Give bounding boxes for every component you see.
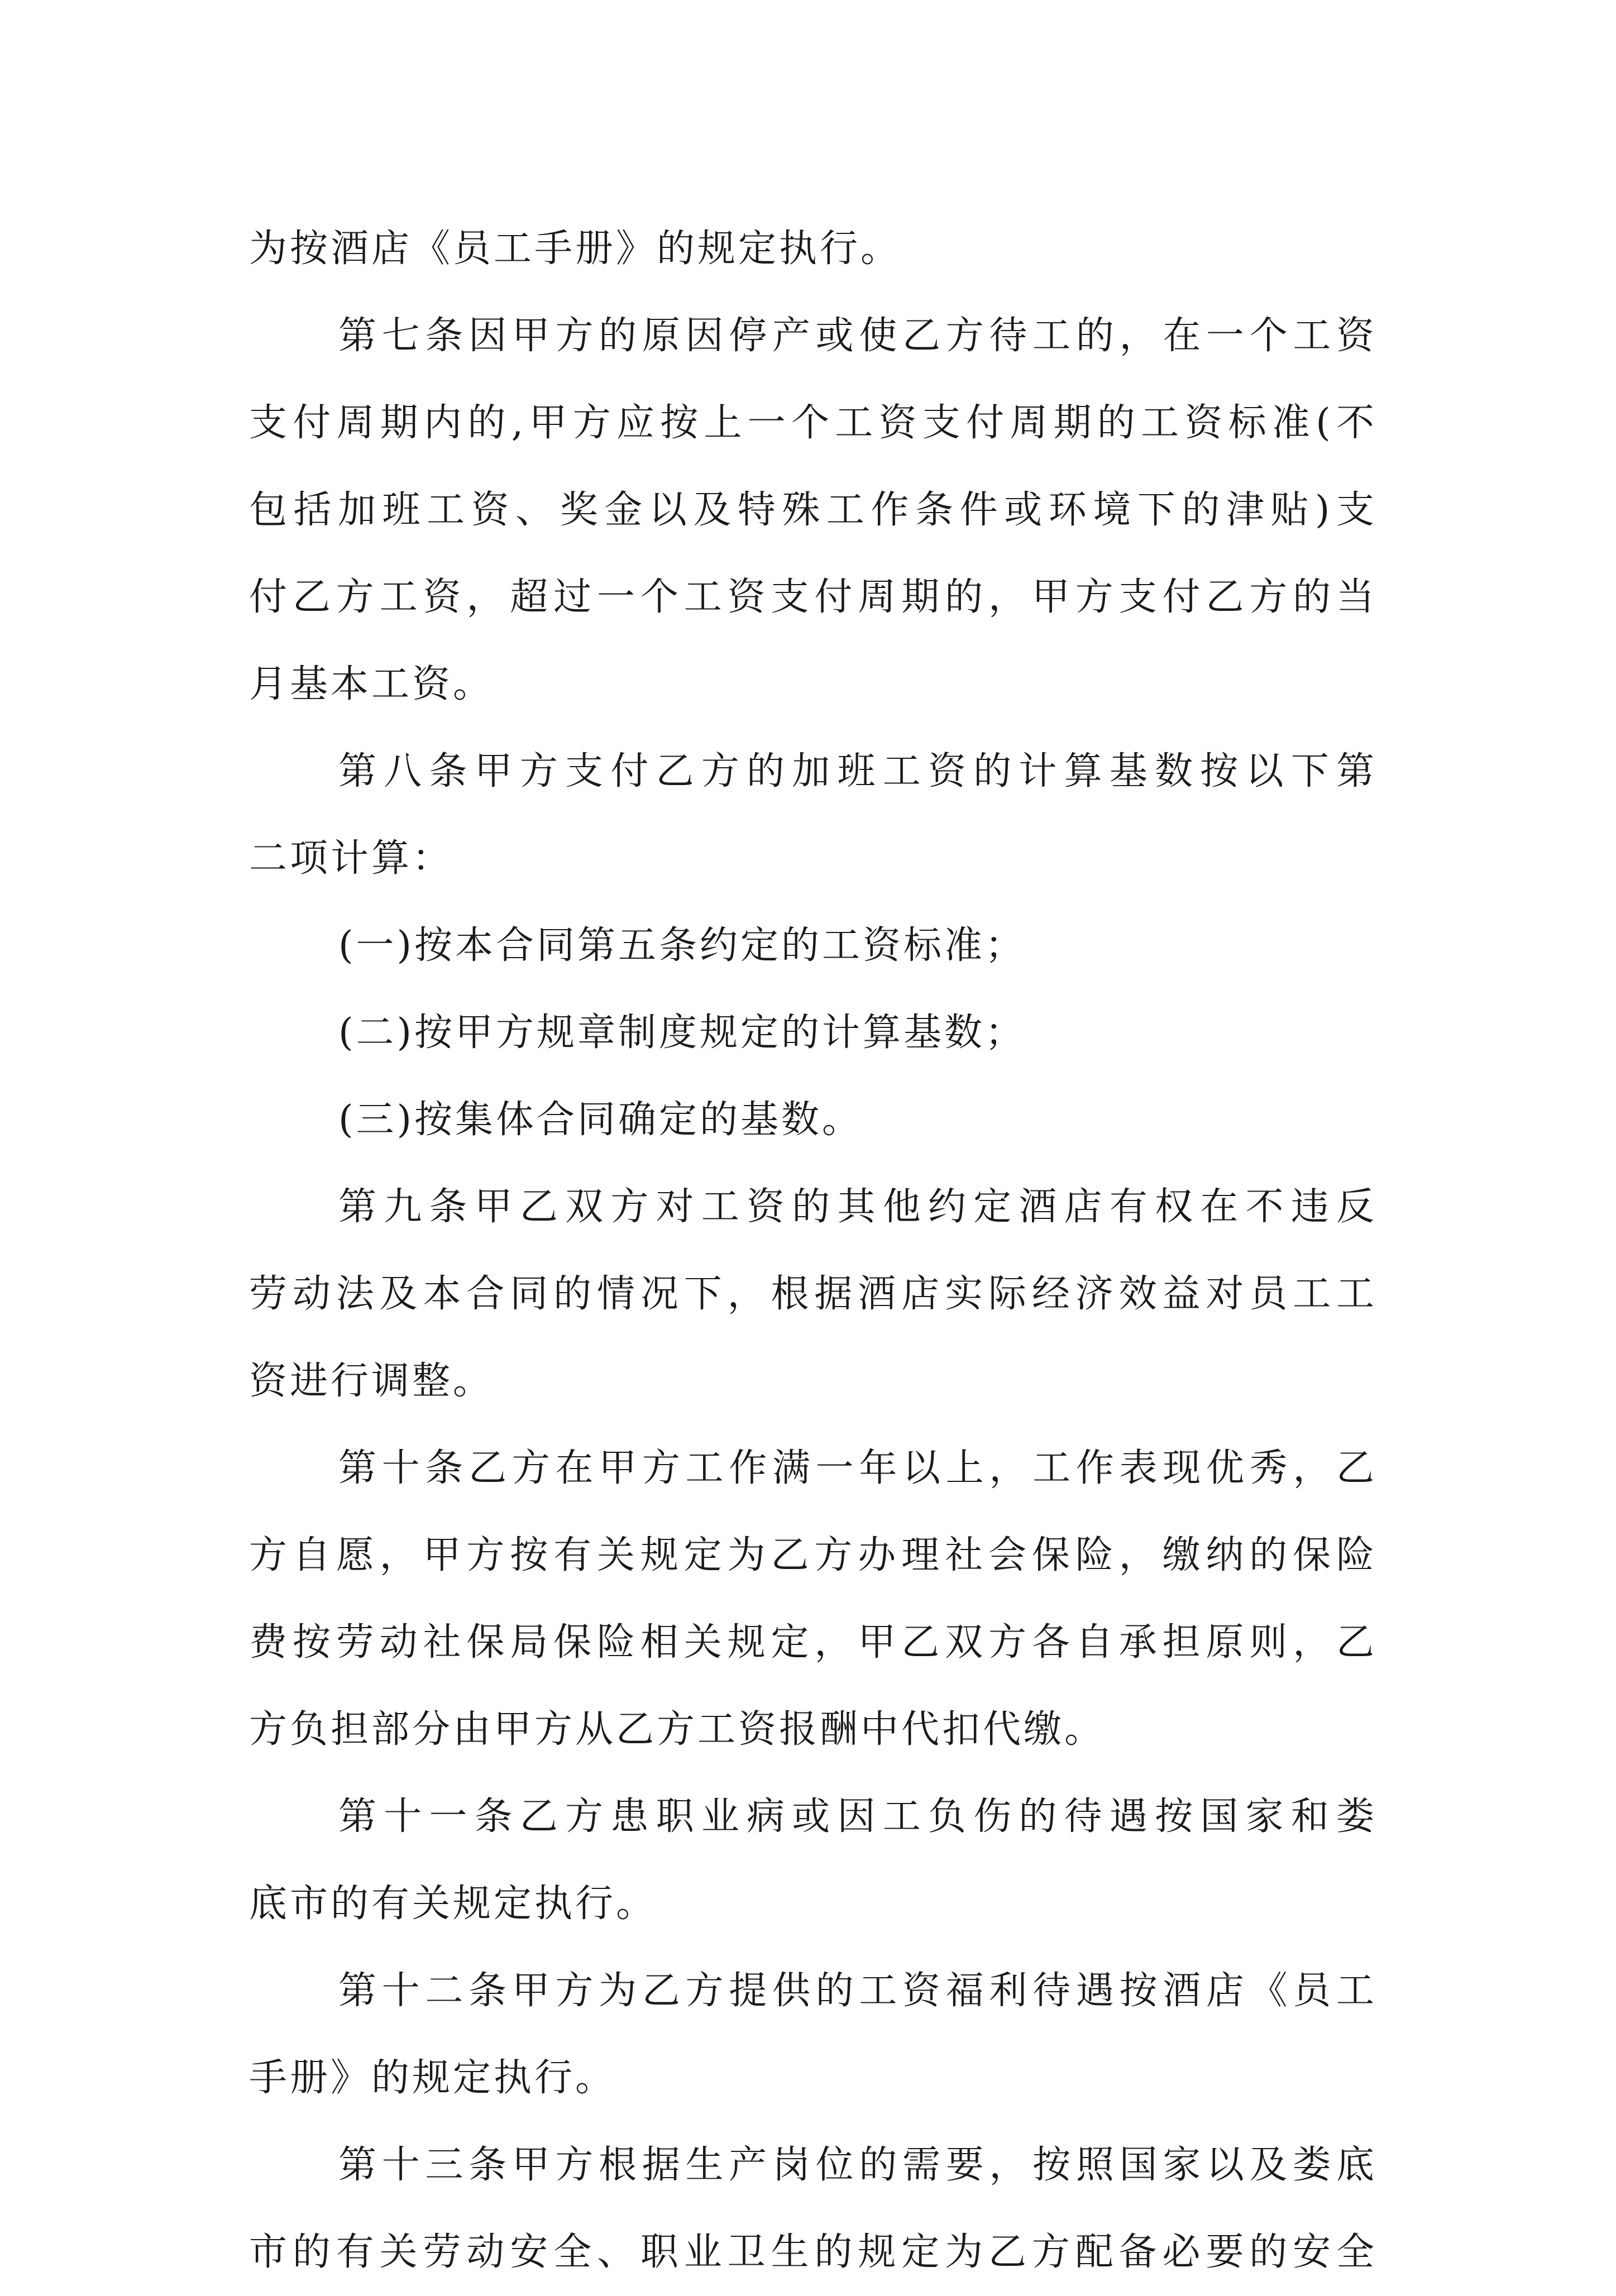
text-line-8: 二项计算： <box>249 836 453 881</box>
text-line-7: 第八条甲方支付乙方的加班工资的计算基数按以下第 <box>338 749 1377 793</box>
text-line-11: (三)按集体合同确定的基数。 <box>338 1098 863 1142</box>
text-line-12: 第九条甲乙双方对工资的其他约定酒店有权在不违反 <box>338 1185 1377 1229</box>
text-line-24: 市的有关劳动安全、职业卫生的规定为乙方配备必要的安全 <box>249 2230 1377 2274</box>
text-line-13: 劳动法及本合同的情况下，根据酒店实际经济效益对员工工 <box>249 1272 1377 1316</box>
text-line-4: 包括加班工资、奖金以及特殊工作条件或环境下的津贴)支 <box>249 488 1377 532</box>
text-line-3: 支付周期内的,甲方应按上一个工资支付周期的工资标准(不 <box>249 401 1377 445</box>
text-line-14: 资进行调整。 <box>249 1359 494 1403</box>
text-line-20: 底市的有关规定执行。 <box>249 1882 657 1926</box>
text-line-22: 手册》的规定执行。 <box>249 2056 616 2100</box>
text-line-21: 第十二条甲方为乙方提供的工资福利待遇按酒店《员工 <box>338 1969 1377 2013</box>
text-line-18: 方负担部分由甲方从乙方工资报酬中代扣代缴。 <box>249 1707 1106 1752</box>
text-line-15: 第十条乙方在甲方工作满一年以上，工作表现优秀，乙 <box>338 1446 1377 1490</box>
text-line-19: 第十一条乙方患职业病或因工负伤的待遇按国家和娄 <box>338 1795 1377 1839</box>
text-line-2: 第七条因甲方的原因停产或使乙方待工的，在一个工资 <box>338 314 1377 358</box>
text-line-5: 付乙方工资，超过一个工资支付周期的，甲方支付乙方的当 <box>249 575 1377 619</box>
text-line-6: 月基本工资。 <box>249 662 494 706</box>
text-line-1: 为按酒店《员工手册》的规定执行。 <box>249 227 902 271</box>
text-line-9: (一)按本合同第五条约定的工资标准； <box>338 924 1026 968</box>
text-line-16: 方自愿，甲方按有关规定为乙方办理社会保险，缴纳的保险 <box>249 1533 1377 1577</box>
text-line-23: 第十三条甲方根据生产岗位的需要，按照国家以及娄底 <box>338 2143 1377 2187</box>
document-body <box>249 205 1377 2296</box>
text-line-10: (二)按甲方规章制度规定的计算基数； <box>338 1011 1026 1055</box>
text-line-17: 费按劳动社保局保险相关规定，甲乙双方各自承担原则，乙 <box>249 1620 1377 1664</box>
